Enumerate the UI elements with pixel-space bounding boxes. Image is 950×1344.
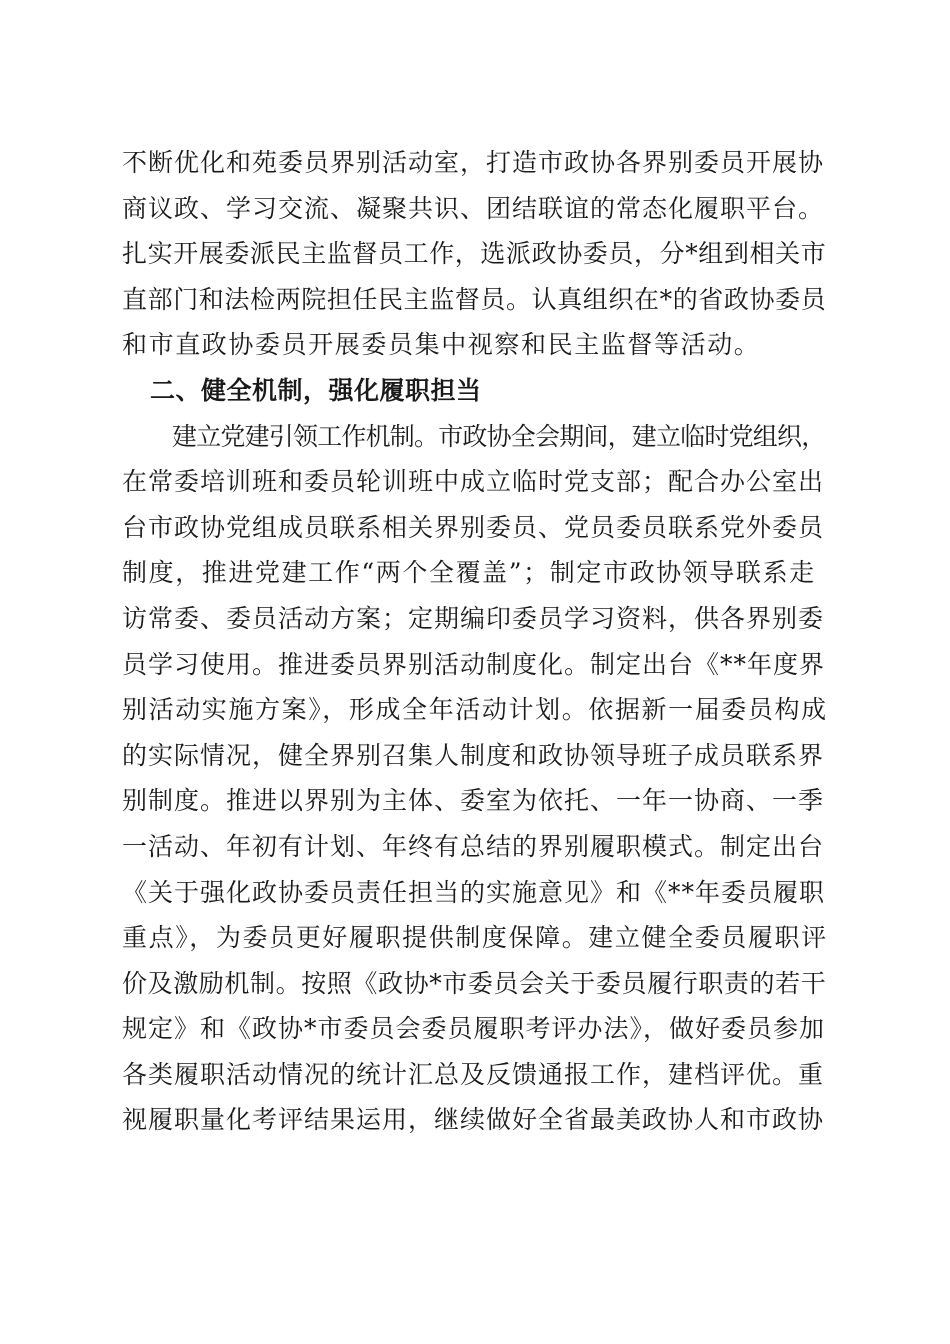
paragraph-line: 建立党建引领工作机制。市政协全会期间，建立临时党组织， — [172, 421, 826, 451]
paragraph-line: 在常委培训班和委员轮训班中成立临时党支部；配合办公室出 — [122, 467, 825, 497]
paragraph-line: 别活动实施方案》，形成全年活动计划。依据新一届委员构成 — [122, 695, 828, 725]
paragraph-line: 规定》和《政协*市委员会委员履职考评办法》，做好委员参加 — [122, 1014, 826, 1044]
paragraph-line: 直部门和法检两院担任民主监督员。认真组织在*的省政协委员 — [122, 284, 827, 314]
paragraph-line: 的实际情况，健全界别召集人制度和政协领导班子成员联系界 — [122, 740, 825, 770]
paragraph-line: 重点》，为委员更好履职提供制度保障。建立健全委员履职评 — [122, 923, 828, 953]
paragraph-line: 一活动、年初有计划、年终有总结的界别履职模式。制定出台 — [122, 831, 825, 861]
paragraph-line: 不断优化和苑委员界别活动室，打造市政协各界别委员开展协 — [122, 148, 825, 177]
paragraph-line: 台市政协党组成员联系相关界别委员、党员委员联系党外委员 — [122, 512, 825, 542]
paragraph-line: 员学习使用。推进委员界别活动制度化。制定出台《**年度界 — [122, 649, 826, 679]
paragraph-line: 访常委、委员活动方案；定期编印委员学习资料，供各界别委 — [122, 603, 825, 633]
paragraph-line: 扎实开展委派民主监督员工作，选派政协委员，分*组到相关市 — [122, 239, 827, 269]
paragraph-line: 价及激励机制。按照《政协*市委员会关于委员履行职责的若干 — [122, 968, 827, 998]
document-body — [122, 140, 828, 1143]
section-heading: 二、健全机制，强化履职担当 — [150, 375, 482, 405]
paragraph-line: 《关于强化政协委员责任担当的实施意见》和《**年委员履职 — [122, 877, 826, 907]
paragraph-line: 和市直政协委员开展委员集中视察和民主监督等活动。 — [122, 330, 761, 360]
paragraph-line: 制度，推进党建工作“两个全覆盖”；制定市政协领导联系走 — [122, 558, 816, 588]
paragraph-line: 各类履职活动情况的统计汇总及反馈通报工作，建档评优。重 — [122, 1059, 825, 1089]
paragraph-line: 商议政、学习交流、凝聚共识、团结联谊的常态化履职平台。 — [122, 193, 825, 223]
paragraph-line: 视履职量化考评结果运用，继续做好全省最美政协人和市政协 — [122, 1105, 825, 1135]
paragraph-line: 别制度。推进以界别为主体、委室为依托、一年一协商、一季 — [122, 786, 825, 816]
